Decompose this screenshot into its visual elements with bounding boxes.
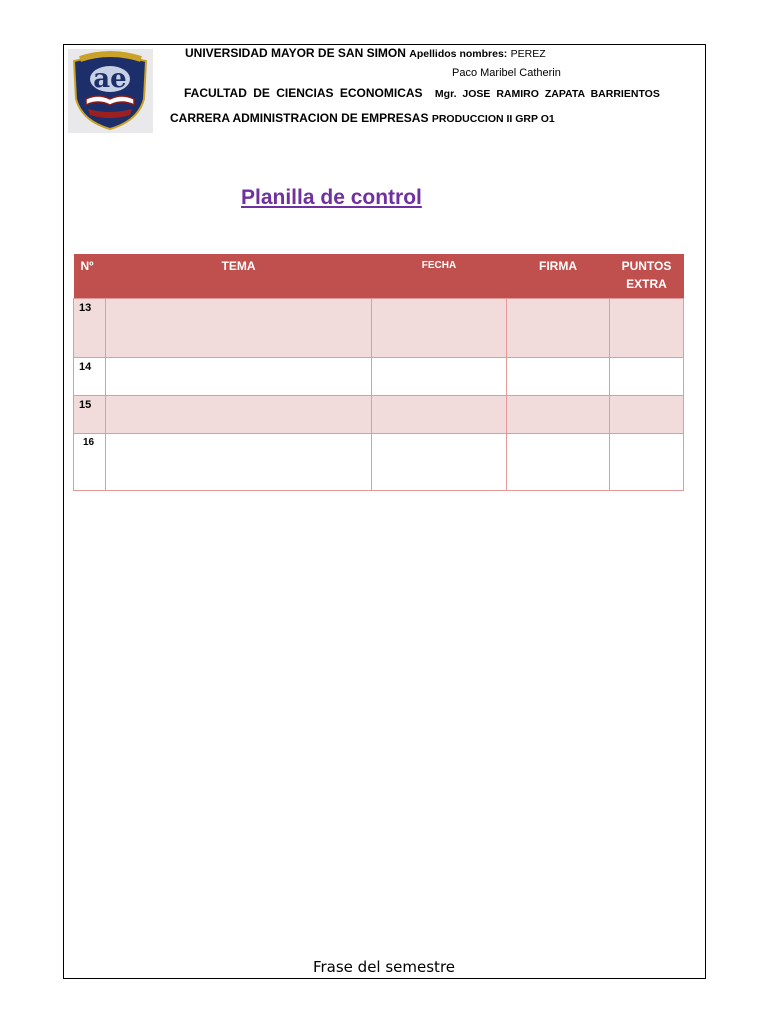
firma-cell[interactable] <box>507 434 610 491</box>
header-line-2 <box>184 86 660 101</box>
table-row <box>74 396 684 434</box>
tema-cell[interactable] <box>106 396 372 434</box>
column-header-tema: TEMA <box>106 254 372 299</box>
document-page <box>63 44 706 979</box>
tema-cell[interactable] <box>106 434 372 491</box>
row-number: 13 <box>74 299 106 358</box>
column-header-puntos <box>610 254 684 299</box>
fecha-cell[interactable] <box>372 434 507 491</box>
faculty-name: FACULTAD DE CIENCIAS ECONOMICAS <box>184 86 423 100</box>
table-row <box>74 299 684 358</box>
career-name: CARRERA ADMINISTRACION DE EMPRESAS <box>170 111 429 125</box>
firma-cell[interactable] <box>507 396 610 434</box>
firma-cell[interactable] <box>507 299 610 358</box>
student-name: Paco Maribel Catherin <box>452 67 561 79</box>
student-label: Apellidos nombres: <box>409 48 508 60</box>
course-name: PRODUCCION II GRP O1 <box>431 113 555 125</box>
column-header-num: Nº <box>74 254 106 299</box>
footer-phrase: Frase del semestre <box>312 958 456 976</box>
table-row <box>74 434 684 491</box>
puntos-cell[interactable] <box>610 396 684 434</box>
extra-label: EXTRA <box>626 277 667 291</box>
svg-text:ae: ae <box>93 64 127 94</box>
tema-cell[interactable] <box>106 299 372 358</box>
column-header-fecha: FECHA <box>372 254 507 299</box>
university-name: UNIVERSIDAD MAYOR DE SAN SIMON <box>185 46 406 60</box>
puntos-cell[interactable] <box>610 299 684 358</box>
puntos-cell[interactable] <box>610 358 684 396</box>
shield-logo-icon <box>68 49 153 133</box>
teacher-name: Mgr. JOSE RAMIRO ZAPATA BARRIENTOS <box>434 88 660 100</box>
student-surname: PEREZ <box>510 48 546 60</box>
header-line-1 <box>185 46 546 61</box>
fecha-cell[interactable] <box>372 299 507 358</box>
row-number: 16 <box>74 434 106 491</box>
column-header-firma: FIRMA <box>507 254 610 299</box>
header-line-3 <box>170 111 555 126</box>
university-logo <box>68 49 153 133</box>
puntos-cell[interactable] <box>610 434 684 491</box>
tema-cell[interactable] <box>106 358 372 396</box>
table-header-row <box>74 254 684 299</box>
page-title: Planilla de control <box>241 186 422 209</box>
table-row <box>74 358 684 396</box>
row-number: 14 <box>74 358 106 396</box>
row-number: 15 <box>74 396 106 434</box>
firma-cell[interactable] <box>507 358 610 396</box>
puntos-label: PUNTOS <box>621 259 672 273</box>
fecha-cell[interactable] <box>372 358 507 396</box>
control-table <box>73 254 684 491</box>
fecha-cell[interactable] <box>372 396 507 434</box>
